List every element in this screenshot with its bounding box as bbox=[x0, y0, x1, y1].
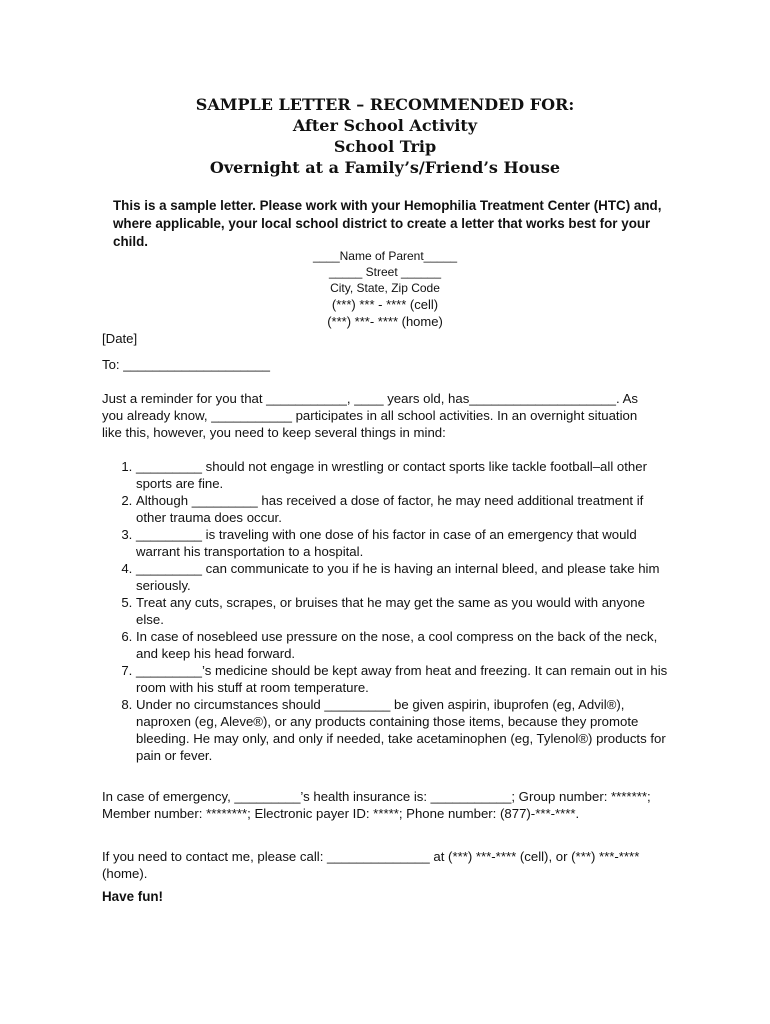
parent-name: ____Name of Parent_____ bbox=[312, 249, 458, 263]
emergency-paragraph: In case of emergency, _________’s health insurance is: ___________; Group number: *******; Member number: ********; Electronic payer ID: *****; Phone number: (877)-***-****. bbox=[102, 789, 651, 821]
list-item: 4. _________ can communicate to you if he is having an internal bleed, and please take him seriously. bbox=[136, 560, 676, 594]
intro-note: This is a sample letter. Please work with your Hemophilia Treatment Center (HTC) and, where applicable, your local school district to create a letter that works best for your child. bbox=[113, 198, 662, 249]
title-line-2: After School Activity bbox=[292, 116, 478, 135]
list-item: 1. _________ should not engage in wrestling or contact sports like tackle football–all other sports are fine. bbox=[136, 458, 676, 492]
instruction-list bbox=[102, 458, 676, 764]
sender-address bbox=[280, 248, 490, 330]
list-item: 8. Under no circumstances should _________ be given aspirin, ibuprofen (eg, Advil®), naproxen (eg, Aleve®), or any products containing those items, because they promote bleeding. He may only, and only if needed, take acetaminophen (eg, Tylenol®) products for pain or fever. bbox=[136, 696, 676, 764]
contact-paragraph: If you need to contact me, please call: ______________ at (***) ***-**** (cell), or (***) ***-**** (home). bbox=[102, 849, 640, 881]
list-item: 2. Although _________ has received a dose of factor, he may need additional treatment if other trauma does occur. bbox=[136, 492, 676, 526]
list-item: 3. _________ is traveling with one dose of his factor in case of an emergency that would warrant his transportation to a hospital. bbox=[136, 526, 676, 560]
street: _____ Street ______ bbox=[328, 265, 442, 279]
list-item: 5. Treat any cuts, scrapes, or bruises that he may get the same as you would with anyone else. bbox=[136, 594, 676, 628]
recipient-line: To: ____________________ bbox=[102, 357, 270, 372]
city-state-zip: City, State, Zip Code bbox=[330, 281, 440, 295]
home-phone: (***) ***- **** (home) bbox=[327, 314, 443, 329]
list-item: 7. _________’s medicine should be kept away from heat and freezing. It can remain out in his room with his stuff at room temperature. bbox=[136, 662, 676, 696]
list-item: 6. In case of nosebleed use pressure on the nose, a cool compress on the back of the neck, and keep his head forward. bbox=[136, 628, 676, 662]
title-line-4: Overnight at a Family’s/Friend’s House bbox=[209, 158, 561, 177]
title-line-3: School Trip bbox=[333, 137, 437, 156]
letter-date: [Date] bbox=[102, 331, 138, 346]
title-line-1: SAMPLE LETTER – RECOMMENDED FOR: bbox=[195, 95, 575, 114]
opening-paragraph: Just a reminder for you that ___________, ____ years old, has____________________. As you already know, ___________ participates in all school activities. In an overnight situation like this, however, you need to keep several things in mind: bbox=[102, 391, 638, 440]
cell-phone: (***) *** - **** (cell) bbox=[331, 297, 439, 312]
letter-title-block bbox=[0, 94, 770, 178]
closing-line: Have fun! bbox=[102, 889, 164, 904]
